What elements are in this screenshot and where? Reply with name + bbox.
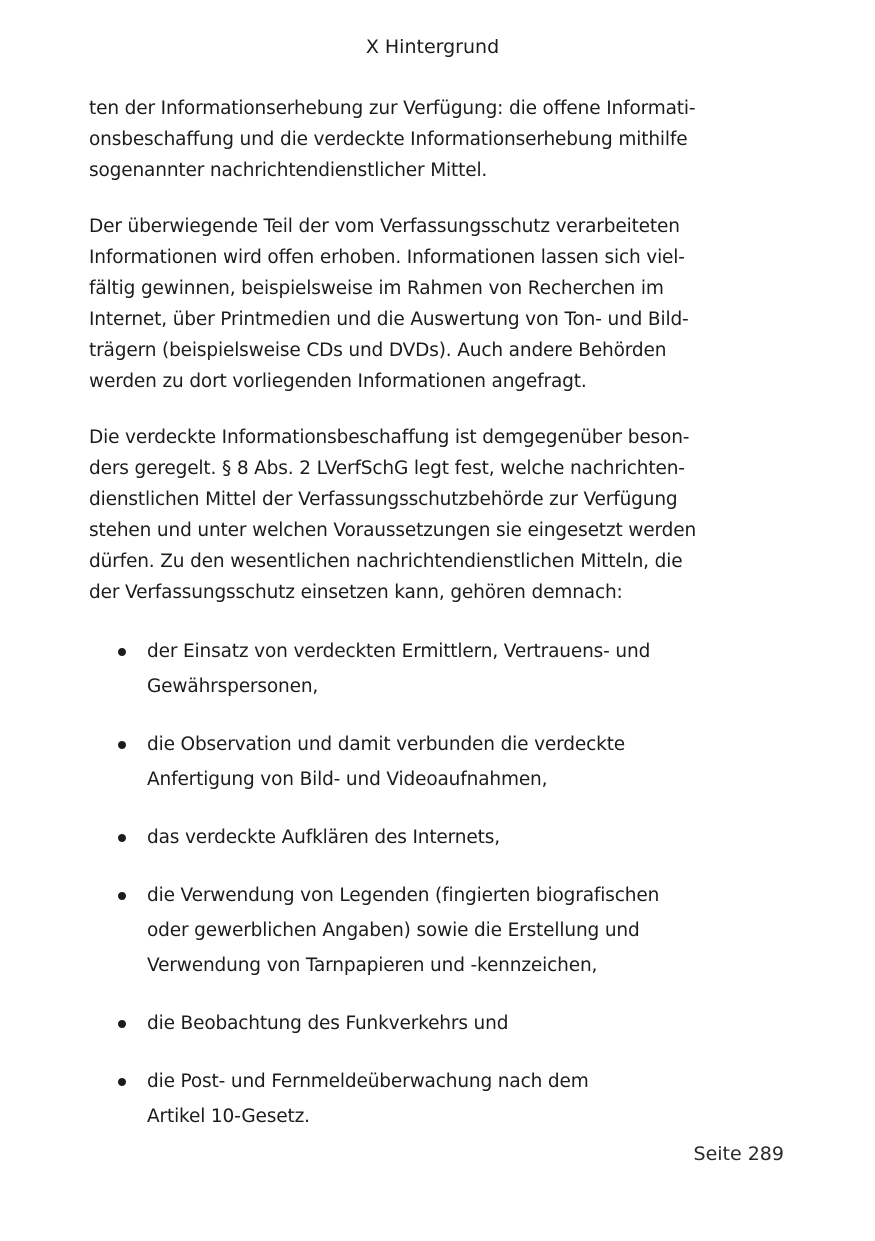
bullet-icon [118,892,126,900]
paragraph-line: fältig gewinnen, beispielsweise im Rahmen von Recherchen im [89,278,664,299]
list-item-line: die Beobachtung des Funkverkehrs und [147,1013,509,1034]
paragraph-2 [89,211,729,397]
means-bullet-list [89,634,749,1157]
list-item-line: die Post- und Fernmeldeüberwachung nach dem [147,1071,589,1092]
list-item-line: Anfertigung von Bild- und Videoaufnahmen, [147,769,548,790]
list-item-line: Verwendung von Tarnpapieren und -kennzeichen, [147,955,598,976]
paragraph-line: trägern (beispielsweise CDs und DVDs). Auch andere Behörden [89,340,667,361]
list-item [89,727,749,797]
bullet-icon [118,648,126,656]
list-item [89,820,749,855]
paragraph-line: Informationen wird offen erhoben. Informationen lassen sich viel- [89,247,685,268]
list-item-line: Artikel 10-Gesetz. [147,1106,310,1127]
paragraph-line: Der überwiegende Teil der vom Verfassungsschutz verarbeiteten [89,216,680,237]
paragraph-line: sogenannter nachrichtendienstlicher Mittel. [89,160,488,181]
list-item-line: das verdeckte Aufklären des Internets, [147,827,500,848]
section-title: X Hintergrund [365,36,500,58]
running-header [0,33,865,61]
paragraph-line: dürfen. Zu den wesentlichen nachrichtendienstlichen Mitteln, die [89,551,683,572]
paragraph-line: ders geregelt. § 8 Abs. 2 LVerfSchG legt fest, welche nachrichten- [89,458,685,479]
list-item-line: die Verwendung von Legenden (fingierten biografischen [147,885,660,906]
bullet-icon [118,834,126,842]
paragraph-line: dienstlichen Mittel der Verfassungsschutzbehörde zur Verfügung [89,489,678,510]
bullet-icon [118,741,126,749]
paragraph-line: Die verdeckte Informationsbeschaffung ist demgegenüber beson- [89,427,690,448]
list-item-line: der Einsatz von verdeckten Ermittlern, Vertrauens- und [147,641,651,662]
list-item-line: Gewährspersonen, [147,676,319,697]
list-item-line: die Observation und damit verbunden die verdeckte [147,734,626,755]
list-item [89,634,749,704]
paragraph-line: der Verfassungsschutz einsetzen kann, gehören demnach: [89,582,623,603]
paragraph-line: werden zu dort vorliegenden Informationen angefragt. [89,371,587,392]
paragraph-line: ten der Informationserhebung zur Verfügung: die offene Informati- [89,98,696,119]
page-number [694,1140,784,1168]
paragraph-line: stehen und unter welchen Voraussetzungen sie eingesetzt werden [89,520,697,541]
paragraph-1 [89,93,729,186]
paragraph-3 [89,422,729,608]
list-item [89,878,749,983]
paragraph-line: Internet, über Printmedien und die Auswertung von Ton- und Bild- [89,309,689,330]
list-item [89,1064,749,1134]
paragraph-line: onsbeschaffung und die verdeckte Informationserhebung mithilfe [89,129,688,150]
bullet-icon [118,1020,126,1028]
page-number-label: Seite 289 [693,1143,784,1165]
bullet-icon [118,1078,126,1086]
list-item-line: oder gewerblichen Angaben) sowie die Erstellung und [147,920,640,941]
list-item [89,1006,749,1041]
